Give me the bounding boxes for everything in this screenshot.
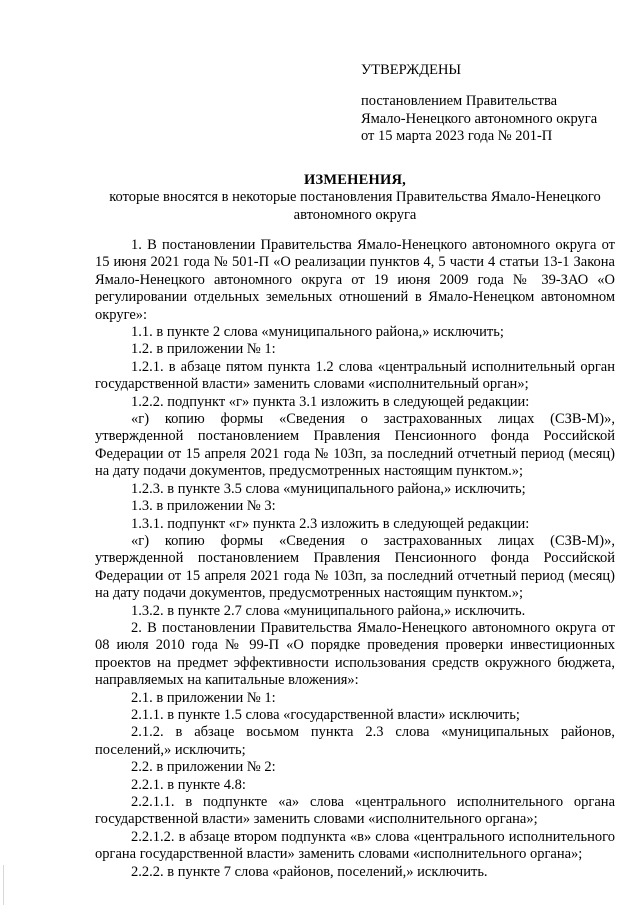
paragraph: 2.2.1.1. в подпункте «а» слова «центрального исполнительного органа государственной власти» заменить словами «исполнительного органа»;	[95, 794, 615, 828]
paragraph: 1.2.2. подпункт «г» пункта 3.1 изложить в следующей редакции:	[131, 393, 530, 410]
paragraph: 1.2.1. в абзаце пятом пункта 1.2 слова «центральный исполнительный орган государственной власти» заменить словами «исполнительный орган»;	[95, 358, 615, 393]
paragraph: 1.3.1. подпункт «г» пункта 2.3 изложить в следующей редакции:	[131, 515, 530, 532]
paragraph: 1.3. в приложении № 3:	[131, 498, 276, 515]
paragraph: «г) копию формы «Сведения о застрахованных лицах (СЗВ-М)», утвержденной постановлением Правления Пенсионного фонда Российской Федерации от 15 апреля 2021 года № 103п, за последний отчетный период (месяц) на дату подачи документов, предусмотренных настоящим пунктом.»;	[95, 532, 615, 602]
paragraph: 1.1. в пункте 2 слова «муниципального района,» исключить;	[131, 324, 504, 341]
paragraph: 1.3.2. в пункте 2.7 слова «муниципального района,» исключить.	[131, 602, 526, 619]
paragraph: 2.2.2. в пункте 7 слова «районов, поселений,» исключить.	[131, 863, 488, 880]
paragraph: 2.1.2. в абзаце восьмом пункта 2.3 слова «муниципальных районов, поселений,» исключить;	[95, 724, 615, 758]
paragraph: «г) копию формы «Сведения о застрахованных лицах (СЗВ-М)», утвержденной постановлением Правления Пенсионного фонда Российской Федерации от 15 апреля 2021 года № 103п, за последний отчетный период (месяц) на дату подачи документов, предусмотренных настоящим пунктом.»;	[95, 411, 615, 480]
page-edge-line	[3, 865, 4, 905]
paragraph: 2.2. в приложении № 2:	[131, 759, 276, 776]
paragraph: 2.1.1. в пункте 1.5 слова «государственной власти» исключить;	[131, 706, 520, 723]
approval-line: Ямало-Ненецкого автономного округа	[361, 110, 598, 127]
document-body	[95, 237, 615, 881]
paragraph: 2.1. в приложении № 1:	[131, 689, 276, 706]
approval-block	[361, 62, 621, 146]
paragraph: 1.2. в приложении № 1:	[131, 341, 276, 358]
document-title	[95, 172, 615, 224]
approval-line: постановлением Правительства	[361, 93, 558, 110]
title-main: ИЗМЕНЕНИЯ,	[304, 172, 406, 188]
approval-heading: УТВЕРЖДЕНЫ	[361, 62, 462, 78]
paragraph: 1.2.3. в пункте 3.5 слова «муниципального района,» исключить;	[131, 480, 526, 497]
approval-line: от 15 марта 2023 года № 201-П	[361, 128, 553, 145]
paragraph: 2.2.1. в пункте 4.8:	[131, 776, 246, 793]
paragraph: 2.2.1.2. в абзаце втором подпункта «в» слова «центрального исполнительного органа государственной власти» заменить словами «исполнительного органа»;	[95, 828, 615, 863]
title-subtitle: которые вносятся в некоторые постановления Правительства Ямало-Ненецкого автономного округа	[109, 189, 601, 223]
paragraph: 1. В постановлении Правительства Ямало-Ненецкого автономного округа от 15 июня 2021 года № 501-П «О реализации пунктов 4, 5 части 4 статьи 13-1 Закона Ямало-Ненецкого автономного округа от 19 июня 2009 года № 39-ЗАО «О регулировании отдельных земельных отношений в Ямало-Ненецком автономном округе»:	[95, 237, 615, 323]
paragraph: 2. В постановлении Правительства Ямало-Ненецкого автономного округа от 08 июля 2010 года № 99-П «О порядке проведения проверки инвестиционных проектов на предмет эффективности использования средств окружного бюджета, направляемых на капитальные вложения»:	[95, 619, 615, 689]
